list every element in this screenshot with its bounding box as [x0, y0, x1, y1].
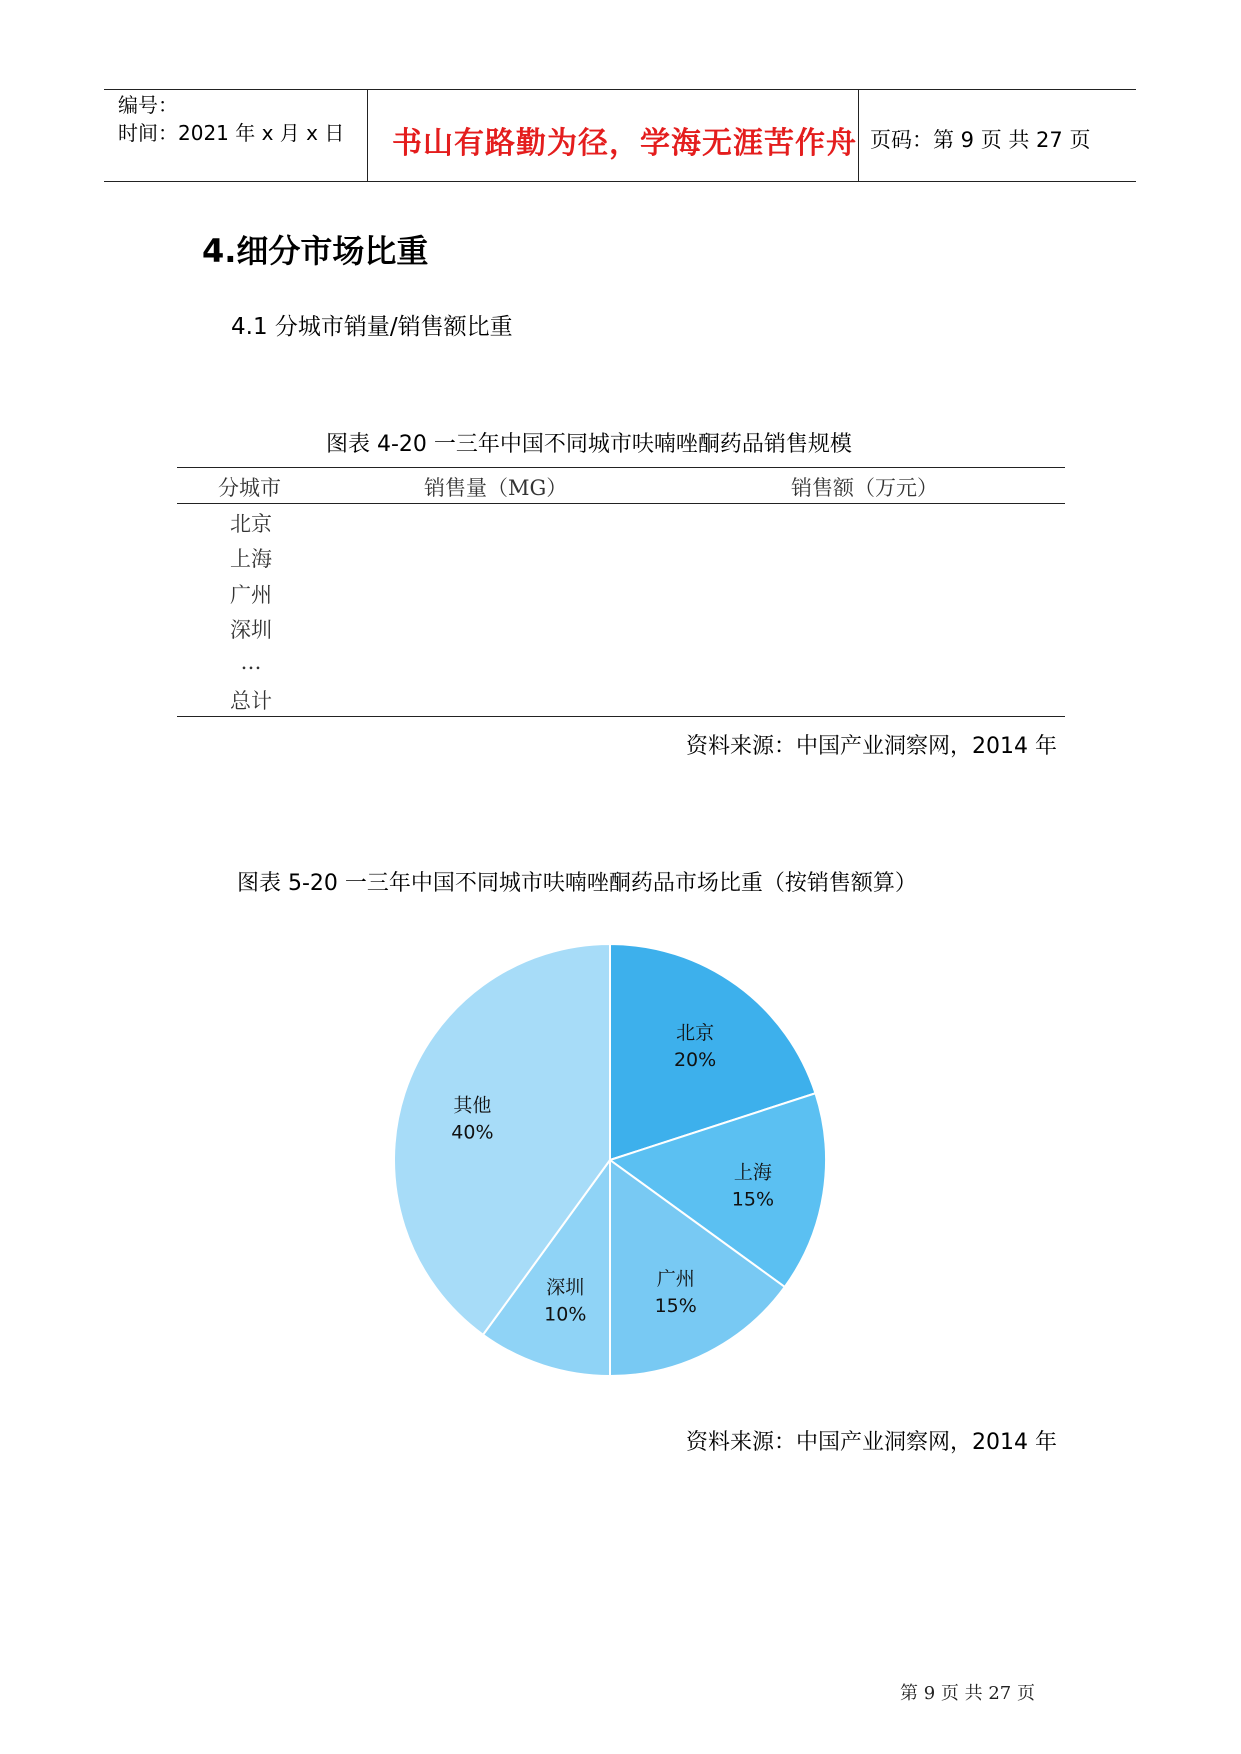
pie-slice-label: 深圳 [546, 1276, 585, 1299]
table-row-city: 上海 [230, 547, 272, 571]
pie-chart [0, 930, 1241, 1450]
header-divider-right [858, 89, 859, 181]
table-header-revenue: 销售额（万元） [791, 476, 938, 500]
table-row-city: 广州 [230, 583, 272, 607]
header-top-rule [104, 89, 1136, 90]
chart-source-note: 资料来源：中国产业洞察网，2014 年 [686, 1430, 1057, 1455]
table-source-note: 资料来源：中国产业洞察网，2014 年 [686, 734, 1057, 759]
section-title: 4.细分市场比重 [202, 232, 429, 270]
pie-slice-percent: 15% [654, 1294, 697, 1317]
pie-slice-percent: 10% [544, 1303, 587, 1326]
header-divider-left [367, 89, 368, 181]
pie-slice-label: 北京 [676, 1021, 715, 1044]
pie-slice-percent: 15% [731, 1188, 775, 1211]
header-bottom-rule [104, 181, 1136, 182]
table-row-total: 总计 [230, 689, 272, 713]
table-row-city: 北京 [230, 512, 272, 536]
table-bottom-rule [177, 716, 1065, 717]
table-header-volume: 销售量（MG） [424, 476, 568, 500]
pie-slice-percent: 40% [451, 1121, 494, 1144]
pie-slice-label: 其他 [453, 1094, 492, 1117]
table-header-city: 分城市 [218, 476, 281, 500]
table-top-rule [177, 467, 1065, 468]
pie-slice-label: 广州 [656, 1267, 695, 1290]
document-time-label: 时间：2021 年 x 月 x 日 [118, 121, 345, 145]
table-row-city: 深圳 [230, 618, 272, 642]
table-row-city: … [240, 650, 262, 674]
chart-caption: 图表 5-20 一三年中国不同城市呋喃唑酮药品市场比重（按销售额算） [237, 871, 917, 896]
pie-slice-label: 上海 [733, 1161, 772, 1184]
table-caption: 图表 4-20 一三年中国不同城市呋喃唑酮药品销售规模 [326, 432, 852, 457]
header-motto: 书山有路勤为径，学海无涯苦作舟 [392, 126, 857, 161]
header-page-code: 页码：第 9 页 共 27 页 [870, 128, 1091, 152]
subsection-title: 4.1 分城市销量/销售额比重 [231, 314, 513, 340]
pie-slice-percent: 20% [673, 1048, 717, 1071]
document-number-label: 编号： [118, 93, 178, 117]
table-header-rule [177, 503, 1065, 504]
footer-page-number: 第 9 页 共 27 页 [900, 1683, 1035, 1704]
